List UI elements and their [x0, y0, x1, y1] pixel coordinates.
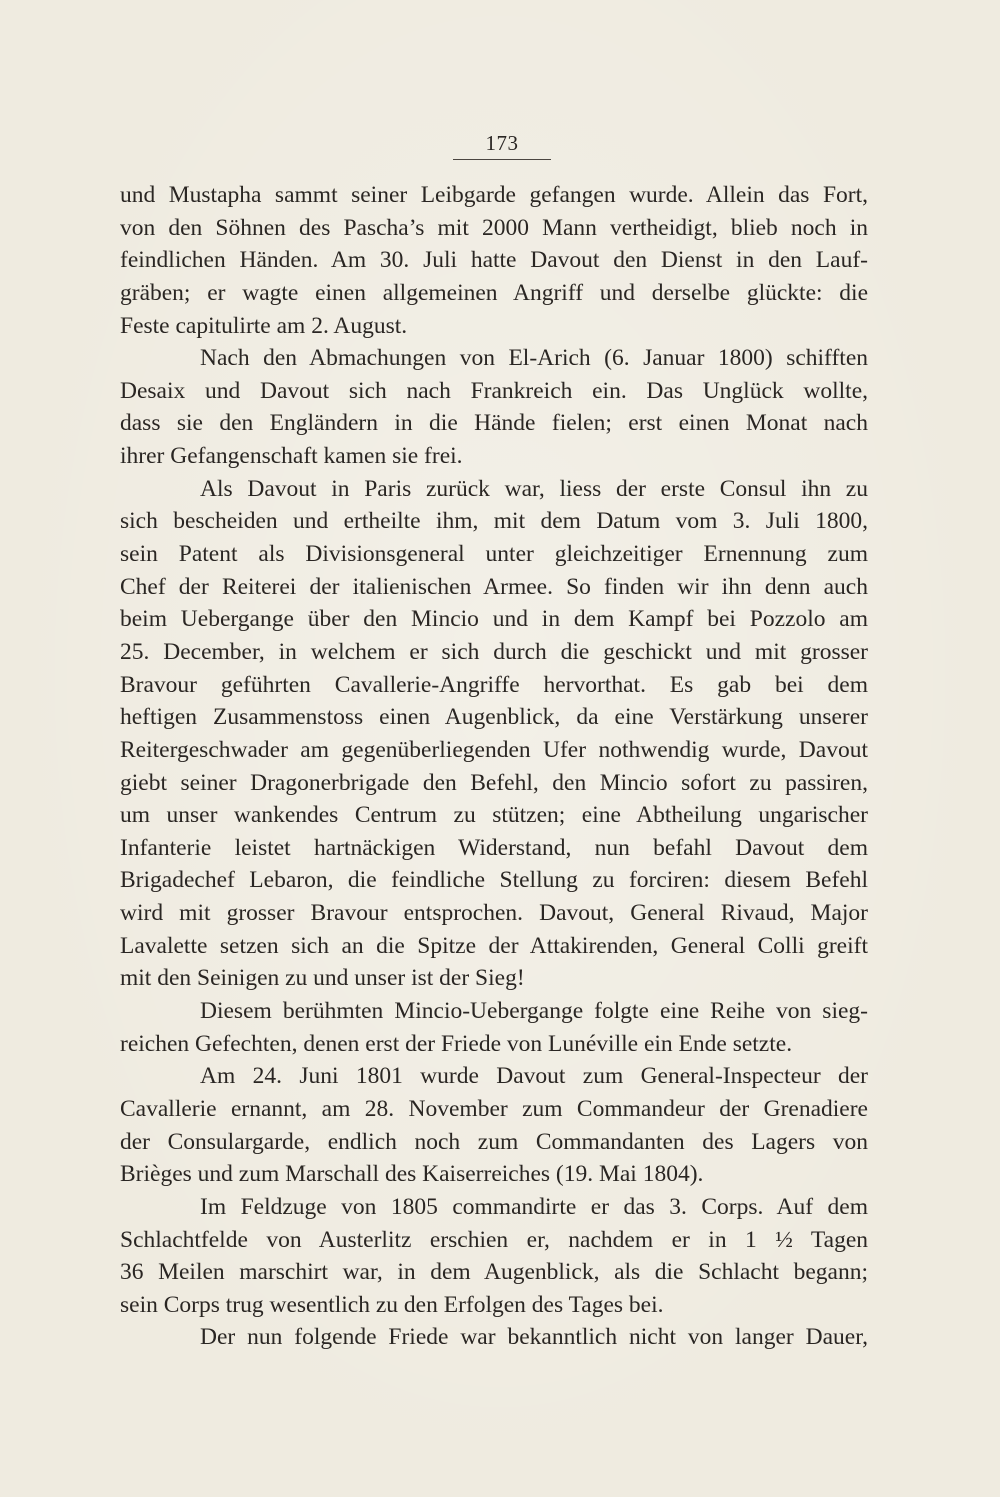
text-line-content: Der nun folgende Friede war bekanntlich nicht von langer Dauer, — [200, 1324, 868, 1351]
text-line-content: Reitergeschwader am gegenüberliegenden Ufer nothwendig wurde, Davout — [120, 736, 868, 763]
text-line-content: giebt seiner Dragonerbrigade den Befehl, den Mincio sofort zu passiren, — [120, 769, 868, 796]
text-line-content: feindlichen Händen. Am 30. Juli hatte Davout den Dienst in den Lauf- — [120, 247, 868, 274]
text-line — [120, 767, 868, 800]
text-line-content: reichen Gefechten, denen erst der Friede von Lunéville ein Ende setzte. — [120, 1030, 793, 1057]
text-line-content: heftigen Zusammenstoss einen Augenblick, da eine Verstärkung unserer — [120, 704, 868, 731]
text-line — [120, 277, 868, 310]
text-line — [120, 734, 868, 767]
text-line-content: und Mustapha sammt seiner Leibgarde gefangen wurde. Allein das Fort, — [120, 182, 868, 208]
text-line — [120, 669, 868, 702]
text-line — [120, 538, 868, 571]
text-line-content: Bravour geführten Cavallerie-Angriffe hervorthat. Es gab bei dem — [120, 671, 868, 698]
text-line — [120, 1321, 868, 1354]
text-line-content: Brièges und zum Marschall des Kaiserreiches (19. Mai 1804). — [120, 1161, 704, 1188]
text-line-content: Chef der Reiterei der italienischen Armee. So finden wir ihn denn auch — [120, 573, 868, 600]
text-line-content: Brigadechef Lebaron, die feindliche Stellung zu forciren: diesem Befehl — [120, 867, 868, 894]
text-line-content: Im Feldzuge von 1805 commandirte er das 3. Corps. Auf dem — [200, 1193, 868, 1220]
text-line-content: sein Corps trug wesentlich zu den Erfolgen des Tages bei. — [120, 1291, 664, 1318]
body-text — [120, 179, 868, 1354]
text-line — [120, 212, 868, 245]
text-line — [120, 1158, 868, 1191]
text-line — [120, 244, 868, 277]
page-number: 173 — [453, 130, 551, 160]
text-line — [120, 473, 868, 506]
text-line-content: sich bescheiden und ertheilte ihm, mit dem Datum vom 3. Juli 1800, — [120, 508, 868, 535]
text-line-content: mit den Seinigen zu und unser ist der Sieg! — [120, 965, 525, 992]
text-line-content: Als Davout in Paris zurück war, liess der erste Consul ihn zu — [200, 475, 868, 502]
text-line-content: Am 24. Juni 1801 wurde Davout zum General-Inspecteur der — [200, 1063, 868, 1090]
text-line — [120, 505, 868, 538]
text-line — [120, 864, 868, 897]
text-line — [120, 1256, 868, 1289]
text-line-content: von den Söhnen des Pascha’s mit 2000 Mann vertheidigt, blieb noch in — [120, 214, 868, 241]
text-line — [120, 962, 868, 995]
text-line — [120, 799, 868, 832]
text-line — [120, 636, 868, 669]
text-line-content: dass sie den Engländern in die Hände fielen; erst einen Monat nach — [120, 410, 868, 437]
text-line — [120, 407, 868, 440]
text-line-content: sein Patent als Divisionsgeneral unter gleichzeitiger Ernennung zum — [120, 541, 868, 568]
text-line-content: Desaix und Davout sich nach Frankreich ein. Das Unglück wollte, — [120, 377, 868, 404]
text-line — [120, 342, 868, 375]
text-line — [120, 1093, 868, 1126]
text-line — [120, 179, 868, 212]
text-line-content: gräben; er wagte einen allgemeinen Angriff und derselbe glückte: die — [120, 279, 868, 306]
text-line-content: Nach den Abmachungen von El-Arich (6. Januar 1800) schifften — [200, 345, 868, 372]
text-line — [120, 832, 868, 865]
text-line-content: Infanterie leistet hartnäckigen Widerstand, nun befahl Davout dem — [120, 834, 868, 861]
text-line-content: Feste capitulirte am 2. August. — [120, 312, 408, 339]
text-line-content: wird mit grosser Bravour entsprochen. Davout, General Rivaud, Major — [120, 900, 868, 927]
text-line — [120, 701, 868, 734]
text-line-content: beim Uebergange über den Mincio und in dem Kampf bei Pozzolo am — [120, 606, 868, 633]
text-line — [120, 1028, 868, 1061]
text-line — [120, 1126, 868, 1159]
text-line — [120, 310, 868, 343]
text-line-content: 36 Meilen marschirt war, in dem Augenblick, als die Schlacht begann; — [120, 1259, 868, 1286]
text-line — [120, 1060, 868, 1093]
text-line-content: Diesem berühmten Mincio-Uebergange folgte eine Reihe von sieg- — [200, 998, 868, 1025]
text-line — [120, 930, 868, 963]
text-line — [120, 1224, 868, 1257]
text-line — [120, 440, 868, 473]
text-line-content: Schlachtfelde von Austerlitz erschien er, nachdem er in 1 ½ Tagen — [120, 1226, 868, 1253]
text-line-content: Cavallerie ernannt, am 28. November zum Commandeur der Grenadiere — [120, 1095, 868, 1122]
text-line-content: um unser wankendes Centrum zu stützen; eine Abtheilung ungarischer — [120, 802, 868, 829]
text-line — [120, 897, 868, 930]
text-line-content: Lavalette setzen sich an die Spitze der Attakirenden, General Colli greift — [120, 932, 868, 959]
text-line — [120, 375, 868, 408]
text-line-content: ihrer Gefangenschaft kamen sie frei. — [120, 443, 463, 470]
text-line — [120, 571, 868, 604]
text-line-content: der Consulargarde, endlich noch zum Commandanten des Lagers von — [120, 1128, 868, 1155]
text-line — [120, 1191, 868, 1224]
text-line — [120, 603, 868, 636]
text-line — [120, 995, 868, 1028]
text-line — [120, 1289, 868, 1322]
text-line-content: 25. December, in welchem er sich durch die geschickt und mit grosser — [120, 638, 868, 665]
